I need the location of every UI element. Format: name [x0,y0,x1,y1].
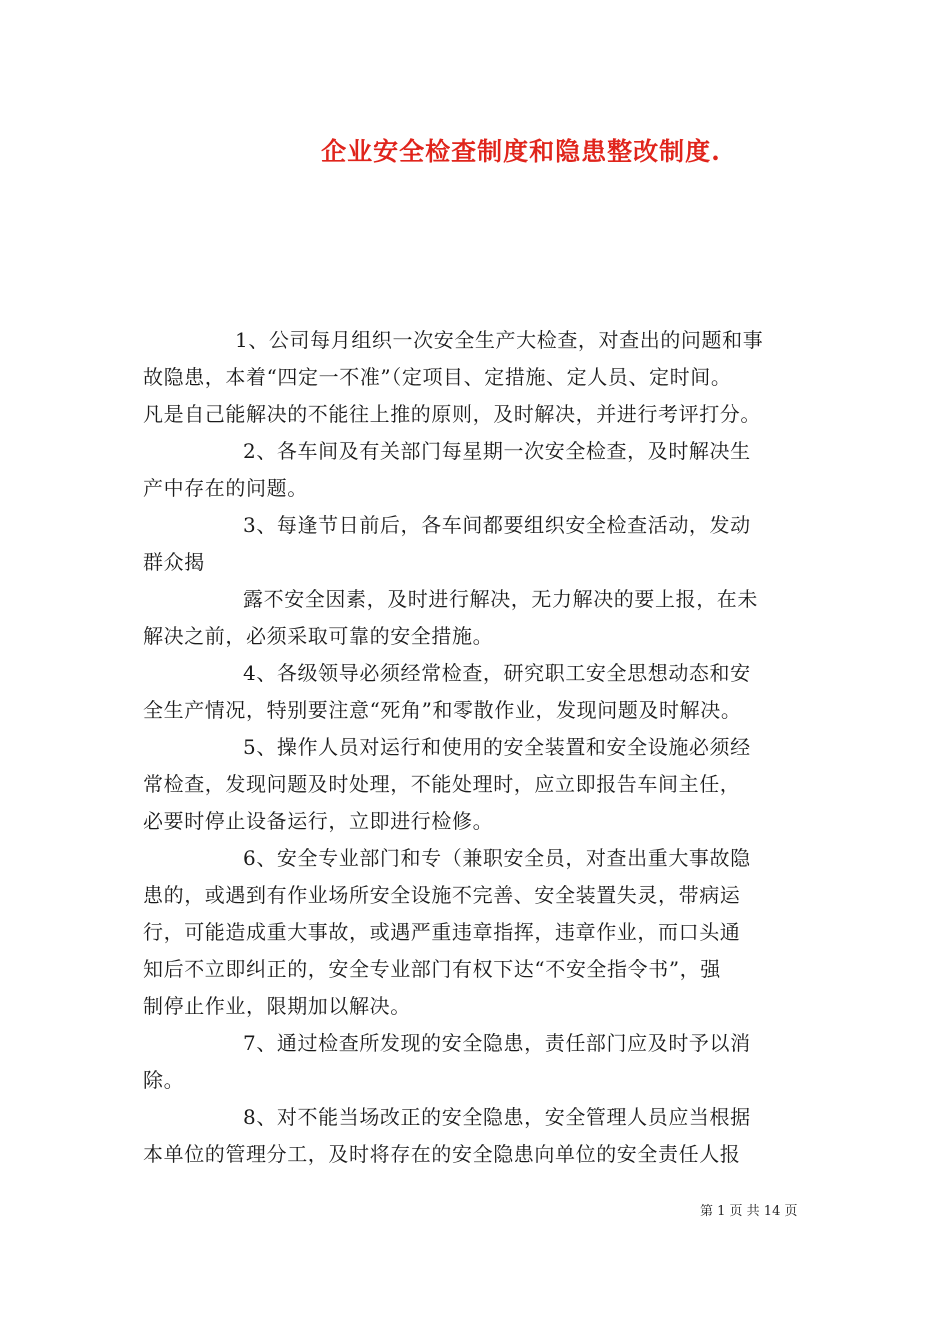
text-line: 必要时停止设备运行，立即进行检修。 [143,809,494,833]
text-line: 8、对不能当场改正的安全隐患，安全管理人员应当根据 [243,1105,751,1129]
page-number: 第 1 页 共 14 页 [700,1204,798,1219]
text-line: 本单位的管理分工，及时将存在的安全隐患向单位的安全责任人报 [143,1142,741,1166]
text-line: 全生产情况，特别要注意“死角”和零散作业，发现问题及时解决。 [143,698,742,722]
text-line: 7、通过检查所发现的安全隐患，责任部门应及时予以消 [243,1031,751,1055]
text-line: 1、公司每月组织一次安全生产大检查，对查出的问题和事 [235,328,764,352]
text-line: 2、各车间及有关部门每星期一次安全检查，及时解决生 [243,439,751,463]
text-line: 露不安全因素，及时进行解决，无力解决的要上报，在未 [243,587,758,611]
text-line: 4、各级领导必须经常检查，研究职工安全思想动态和安 [243,661,751,685]
text-line: 群众揭 [143,550,205,574]
text-line: 产中存在的问题。 [143,476,308,500]
text-line: 常检查，发现问题及时处理，不能处理时，应立即报告车间主任， [143,772,741,796]
text-line: 凡是自己能解决的不能往上推的原则，及时解决，并进行考评打分。 [143,402,761,426]
text-line: 解决之前，必须采取可靠的安全措施。 [143,624,494,648]
text-line: 患的，或遇到有作业场所安全设施不完善、安全装置失灵，带病运 [143,883,741,907]
text-line: 行，可能造成重大事故，或遇严重违章指挥，违章作业，而口头通 [143,920,741,944]
page-title: 企业安全检查制度和隐患整改制度. [321,137,721,166]
text-line: 5、操作人员对运行和使用的安全装置和安全设施必须经 [243,735,751,759]
text-line: 6、安全专业部门和专（兼职安全员，对查出重大事故隐 [243,846,751,870]
text-line: 除。 [143,1068,185,1092]
text-line: 3、每逢节日前后，各车间都要组织安全检查活动，发动 [243,513,751,537]
text-line: 知后不立即纠正的，安全专业部门有权下达“不安全指令书”，强 [143,957,721,981]
text-line: 制停止作业，限期加以解决。 [143,994,411,1018]
text-line: 故隐患，本着“四定一不准”（定项目、定措施、定人员、定时间。 [143,365,732,389]
document-body [143,322,808,1173]
